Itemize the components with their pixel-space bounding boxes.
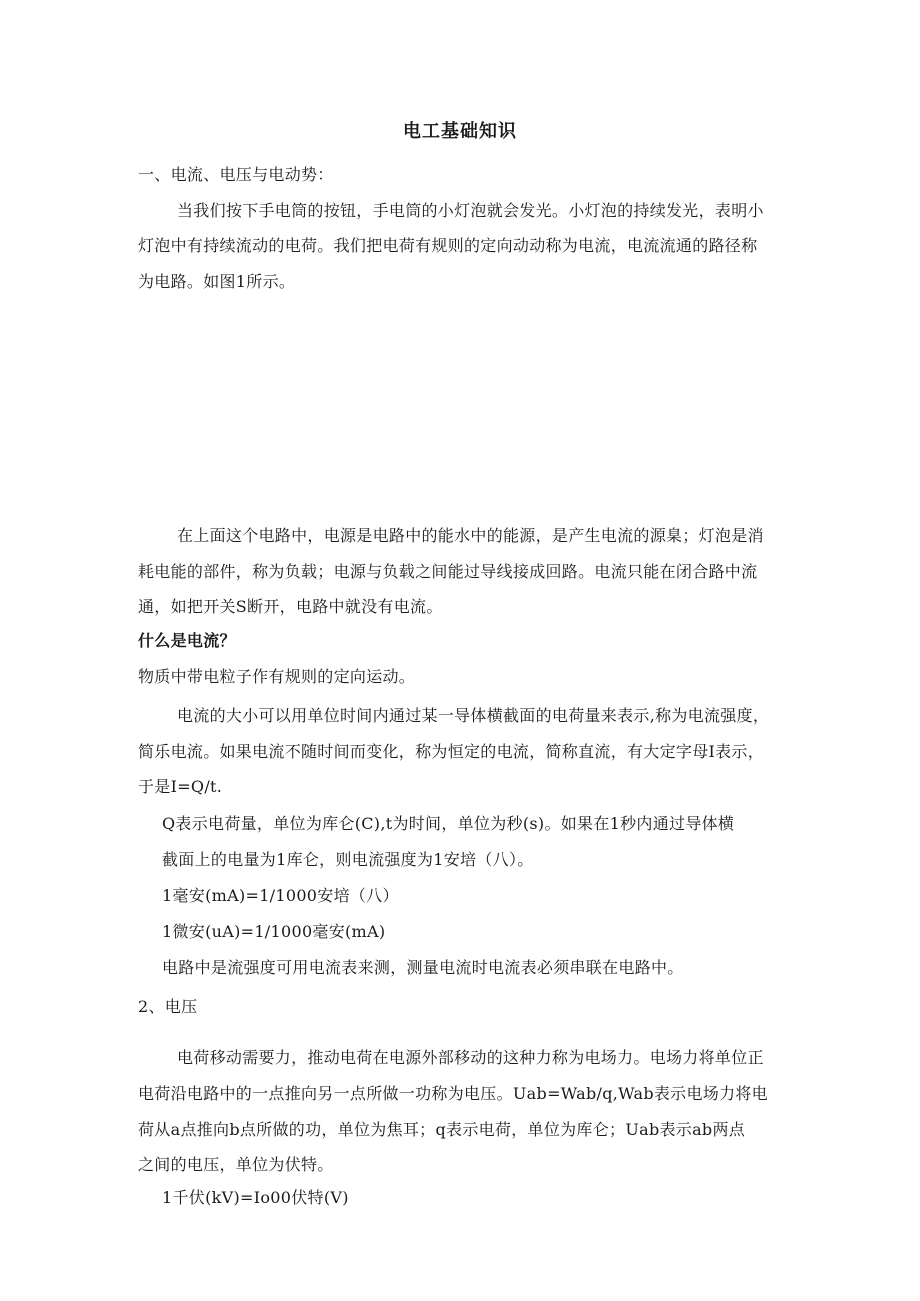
paragraph-line: 电荷移动需要力，推动电荷在电源外部移动的这种力称为电场力。电场力将单位正 — [177, 1048, 764, 1067]
paragraph-line: 耗电能的部件，称为负载；电源与负载之间能过导线接成回路。电流只能在闭合路中流 — [138, 562, 758, 581]
paragraph-line: 物质中带电粒子作有规则的定向运动。 — [138, 667, 416, 686]
unit-conversion-line: 1千伏(kV)=Io00伏特(V) — [162, 1188, 349, 1207]
paragraph-line: 灯泡中有持续流动的电荷。我们把电荷有规则的定向动动称为电流，电流流通的路径称 — [138, 236, 758, 255]
paragraph-line: 为电路。如图1所示。 — [138, 272, 296, 291]
paragraph-line: 之间的电压，单位为伏特。 — [138, 1155, 334, 1174]
formula-line: 于是I=Q/t. — [138, 777, 223, 796]
paragraph-line: 电路中是流强度可用电流表来测，测量电流时电流表必须串联在电路中。 — [162, 958, 684, 977]
unit-conversion-line: 1毫安(mA)=1/1000安培（八） — [162, 886, 399, 905]
paragraph-line: 截面上的电量为1库仑，则电流强度为1安培（八）。 — [162, 850, 534, 869]
paragraph-line: 当我们按下手电筒的按钮，手电筒的小灯泡就会发光。小灯泡的持续发光，表明小 — [177, 201, 764, 220]
paragraph-line: Q表示电荷量，单位为库仑(C),t为时间，单位为秒(s)。如果在1秒内通过导体横 — [162, 814, 735, 833]
section-heading-voltage: 2、电压 — [138, 997, 198, 1016]
paragraph-line: 通，如把开关S断开，电路中就没有电流。 — [138, 597, 443, 616]
paragraph-line: 简乐电流。如果电流不随时间而变化，称为恒定的电流，简称直流，有大定字母I表示， — [138, 742, 765, 761]
document-title: 电工基础知识 — [403, 121, 517, 142]
section-heading-current-voltage-emf: 一、电流、电压与电动势： — [138, 165, 334, 184]
subheading-what-is-current: 什么是电流？ — [138, 631, 236, 650]
figure-1-placeholder — [138, 305, 783, 510]
paragraph-line: 电流的大小可以用单位时间内通过某一导体横截面的电荷量来表示,称为电流强度， — [177, 706, 770, 725]
paragraph-line: 电荷沿电路中的一点推向另一点所做一功称为电压。Uab=Wab/q,Wab表示电场力将电 — [138, 1084, 768, 1103]
paragraph-line: 在上面这个电路中，电源是电路中的能水中的能源，是产生电流的源臬；灯泡是消 — [177, 526, 764, 545]
paragraph-line: 荷从a点推向b点所做的功，单位为焦耳；q表示电荷，单位为库仑；Uab表示ab两点 — [138, 1120, 746, 1139]
unit-conversion-line: 1微安(uA)=1/1000毫安(mA) — [162, 922, 386, 941]
